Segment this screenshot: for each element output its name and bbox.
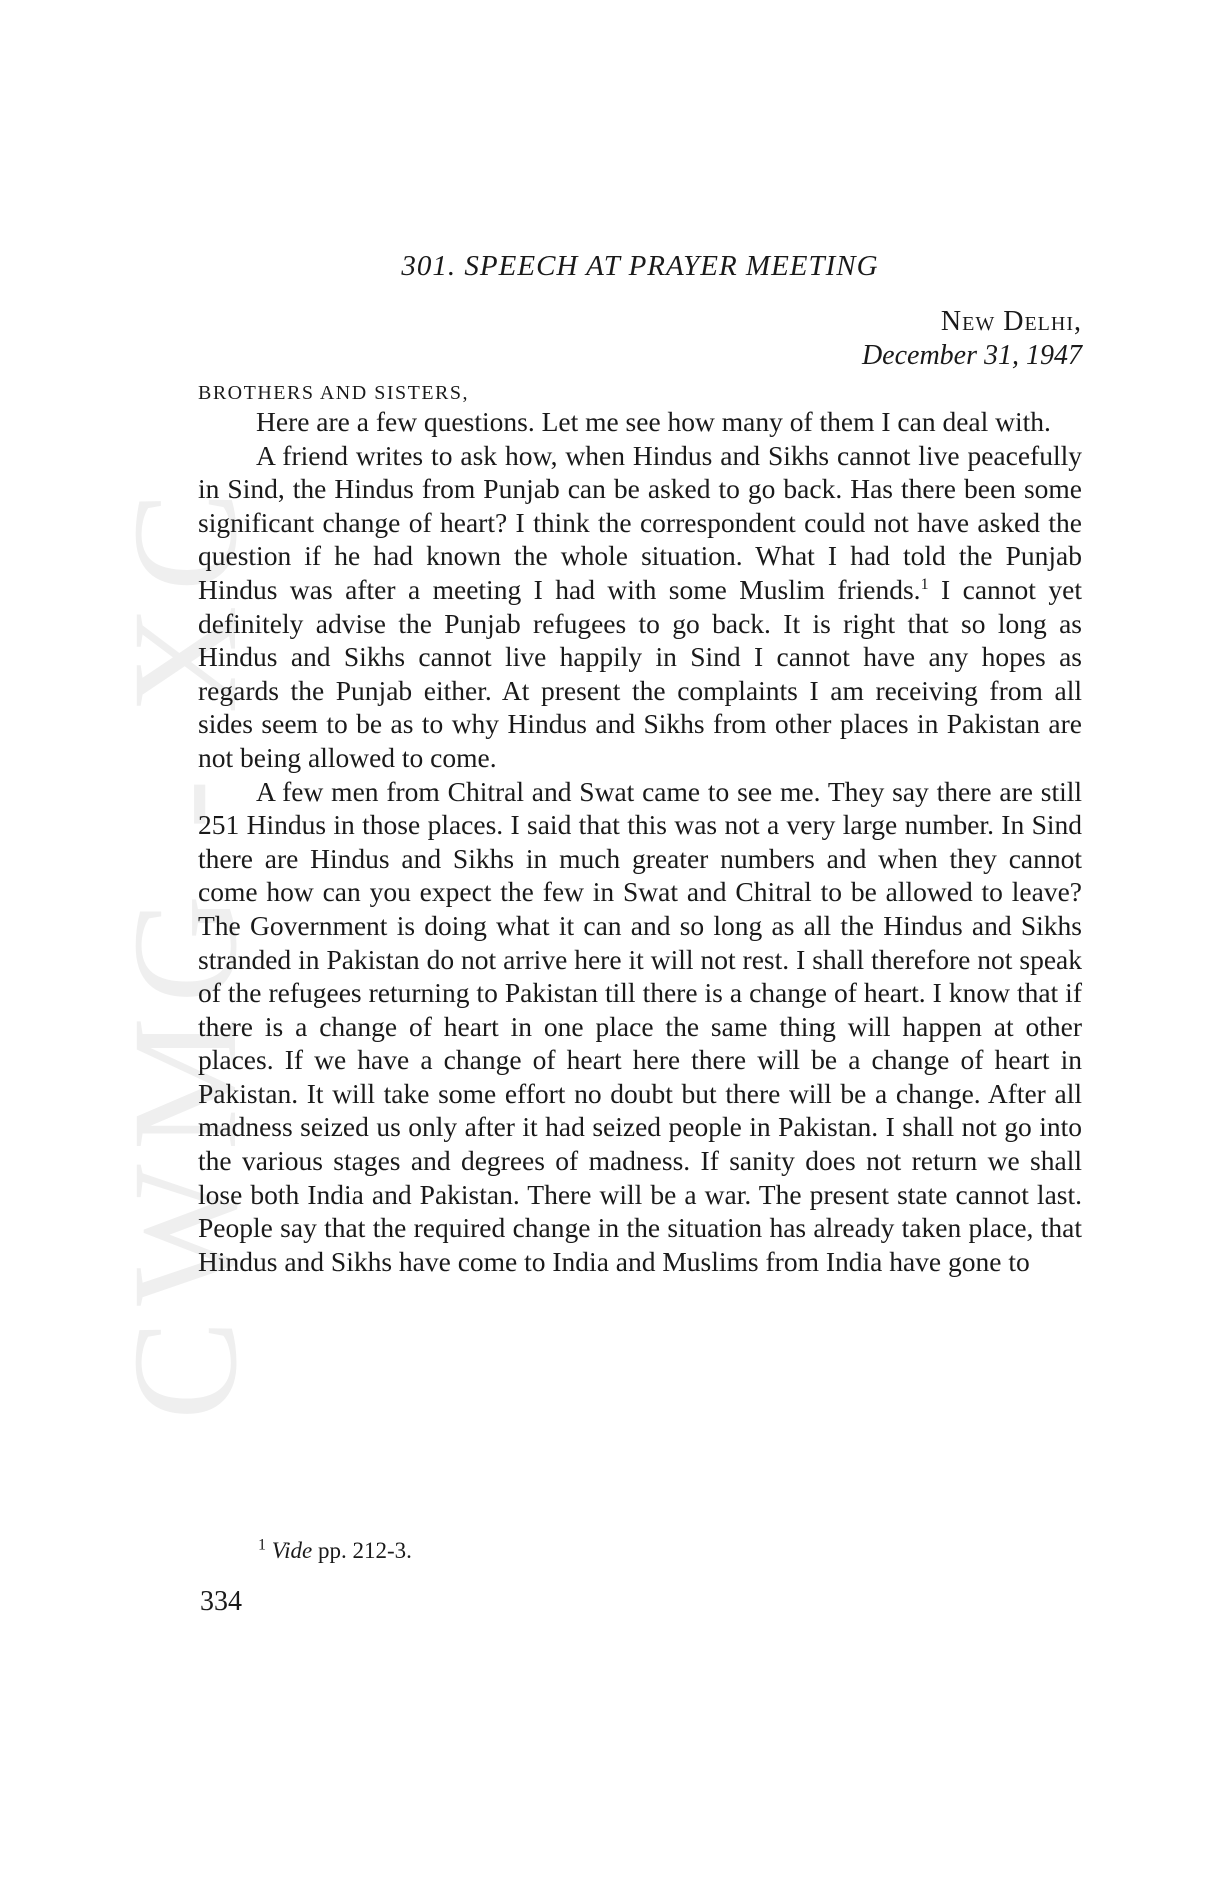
footnote-reference[interactable]: 1 [920, 575, 929, 593]
speech-body [198, 405, 1082, 1278]
paragraph-2-part-2: I cannot yet definitely advise the Punjab refugees to go back. It is right that so long as Hindus and Sikhs cannot live happily in Sind I cannot have any hopes as regards the Punjab either. At present the complaints I am receiving from all sides seem to be as to why Hindus and Sikhs from other places in Pakistan are not being allowed to come. [198, 573, 1082, 773]
footnote-marker: 1 [258, 1536, 266, 1554]
document-title: 301. SPEECH AT PRAYER MEETING [401, 250, 879, 282]
page-number: 334 [200, 1586, 242, 1617]
footnote-vide: Vide [271, 1538, 313, 1563]
salutation: BROTHERS AND SISTERS, [198, 382, 469, 404]
footnote-text: pp. 212-3. [312, 1538, 412, 1563]
place-line: New Delhi, [940, 306, 1082, 337]
date-line: December 31, 1947 [861, 340, 1082, 371]
paragraph-2 [198, 439, 1082, 775]
footnote [258, 1538, 412, 1564]
paragraph-3: A few men from Chitral and Swat came to see me. They say there are still 251 Hindus in those places. I said that this was not a very large number. In Sind there are Hindus and Sikhs in much greater numbers and when they cannot come how can you expect the few in Swat and Chitral to be allowed to leave? The Government is doing what it can and so long as all the Hindus and Sikhs stranded in Pakistan do not arrive here it will not rest. I shall therefore not speak of the refugees returning to Pakistan till there is a change of heart. I know that if there is a change of heart in one place the same thing will happen at other places. If we have a change of heart here there will be a change of heart in Pakistan. It will take some effort no doubt but there will be a change. After all madness seized us only after it had seized people in Pakistan. I shall not go into the various stages and degrees of madness. If sanity does not return we shall lose both India and Pakistan. There will be a war. The present state cannot last. People say that the required change in the situation has already taken place, that Hindus and Sikhs have come to India and Muslims from India have gone to [198, 775, 1082, 1277]
paragraph-1: Here are a few questions. Let me see how many of them I can deal with. [256, 406, 1051, 437]
watermark: CWMG - XC [102, 477, 268, 1420]
paragraph-2-part-1: A friend writes to ask how, when Hindus and Sikhs cannot live peacefully in Sind, the Hindus from Punjab can be asked to go back. Has there been some significant change of heart? I think the correspondent could not have asked the question if he had known the whole situation. What I had told the Punjab Hindus was after a meeting I had with some Muslim friends. [198, 439, 1082, 605]
